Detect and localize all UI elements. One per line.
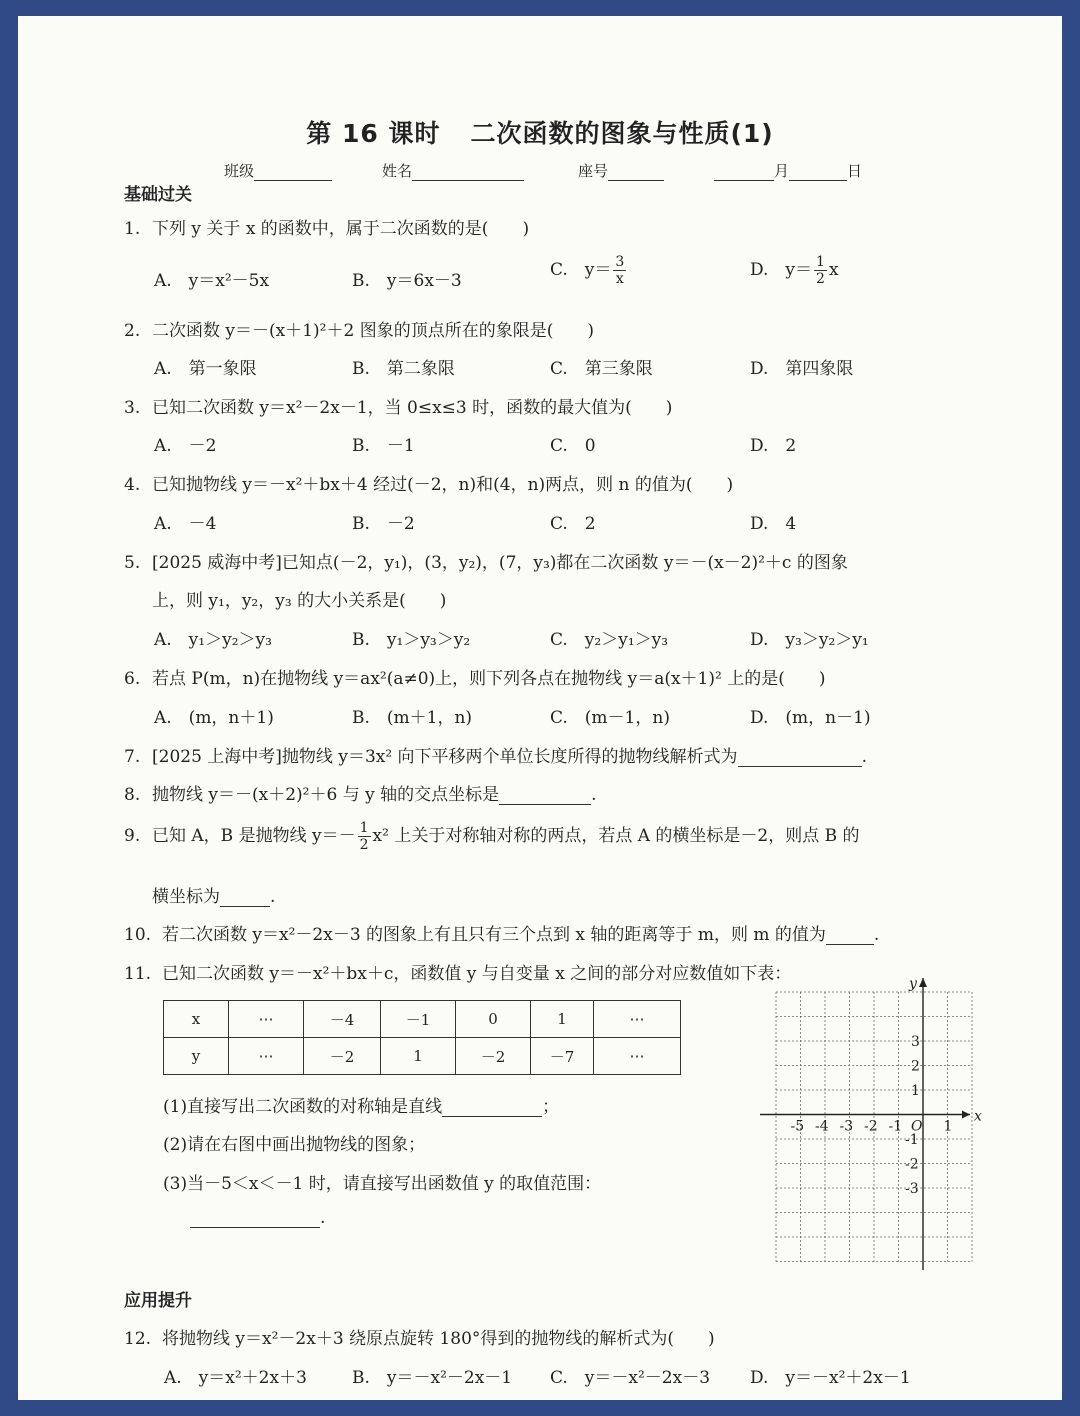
question-4: 4. 已知抛物线 y＝－x²＋bx＋4 经过(－2，n)和(4，n)两点，则 n 的值为( )	[124, 475, 734, 495]
q6-option-a[interactable]: A. (m，n＋1)	[154, 708, 274, 728]
q3-option-c[interactable]: C. 0	[550, 436, 596, 456]
question-11: 11. 已知二次函数 y＝－x²＋bx＋c，函数值 y 与自变量 x 之间的部分对应数值如下表：	[124, 964, 792, 984]
q5-option-a[interactable]: A. y₁＞y₂＞y₃	[154, 630, 272, 650]
table-cell: x	[164, 1001, 229, 1038]
question-1: 1. 下列 y 关于 x 的函数中，属于二次函数的是( )	[124, 219, 530, 239]
question-2: 2. 二次函数 y＝－(x＋1)²＋2 图象的顶点所在的象限是( )	[124, 321, 594, 341]
coordinate-grid[interactable]	[738, 974, 982, 1276]
q11-part-1: (1)直接写出二次函数的对称轴是直线 ；	[163, 1097, 560, 1117]
q2-option-b[interactable]: B. 第二象限	[352, 359, 455, 379]
q5-option-d[interactable]: D. y₃＞y₂＞y₁	[750, 630, 869, 650]
table-cell: 1	[531, 1001, 594, 1038]
q12-option-b[interactable]: B. y＝－x²－2x－1	[352, 1368, 513, 1388]
table-row-x	[164, 1001, 681, 1038]
y-tick-label: 1	[911, 1083, 920, 1099]
question-10: 10. 若二次函数 y＝x²－2x－3 的图象上有且只有三个点到 x 轴的距离等于 m，则 m 的值为 .	[124, 925, 880, 945]
table-cell: y	[164, 1038, 229, 1075]
q11-part3-answer: .	[190, 1208, 325, 1228]
q2-option-d[interactable]: D. 第四象限	[750, 359, 854, 379]
q11-part-3: (3)当－5＜x＜－1 时，请直接写出函数值 y 的取值范围：	[163, 1174, 602, 1194]
x-tick-label: 1	[943, 1118, 953, 1135]
table-cell: －2	[304, 1038, 381, 1075]
table-row-y	[164, 1038, 681, 1075]
section-basic: 基础过关	[124, 185, 192, 205]
table-cell: －4	[304, 1001, 381, 1038]
q7-answer-blank[interactable]	[738, 750, 862, 767]
x-tick-label: -4	[815, 1118, 829, 1135]
lesson-topic: 二次函数的图象与性质(1)	[470, 119, 774, 148]
class-field[interactable]: 班级	[224, 160, 332, 181]
question-3: 3. 已知二次函数 y＝x²－2x－1，当 0≤x≤3 时，函数的最大值为( )	[124, 398, 673, 418]
question-9-line2: 横坐标为 .	[152, 887, 276, 907]
q2-option-c[interactable]: C. 第三象限	[550, 359, 653, 379]
y-axis-arrow	[919, 978, 927, 987]
q4-option-b[interactable]: B. －2	[352, 514, 415, 534]
q5-option-c[interactable]: C. y₂＞y₁＞y₃	[550, 630, 669, 650]
q6-option-c[interactable]: C. (m－1，n)	[550, 708, 670, 728]
question-9: 9. 已知 A，B 是抛物线 y＝－ $\frac{1}{2}$ x² 上关于对称轴对称的两点，若点 A 的横坐标是－2，则点 B 的	[124, 820, 860, 853]
q11-part-2: (2)请在右图中画出抛物线的图象；	[163, 1135, 426, 1155]
q1-option-c[interactable]: C. y＝ $\frac{3}{x}$	[550, 254, 625, 287]
table-cell: ⋯	[594, 1001, 681, 1038]
section-advanced: 应用提升	[124, 1291, 192, 1311]
seat-field[interactable]: 座号	[578, 160, 664, 181]
q1-option-b[interactable]: B. y＝6x－3	[352, 271, 462, 291]
table-cell: －7	[531, 1038, 594, 1075]
q12-option-a[interactable]: A. y＝x²＋2x＋3	[164, 1368, 307, 1388]
q6-option-b[interactable]: B. (m＋1，n)	[352, 708, 473, 728]
q10-answer-blank[interactable]	[826, 928, 874, 945]
q3-option-d[interactable]: D. 2	[750, 436, 797, 456]
x-tick-label: -5	[790, 1118, 805, 1135]
x-axis-arrow	[962, 1111, 970, 1119]
q2-option-a[interactable]: A. 第一象限	[154, 359, 257, 379]
y-tick-label: -2	[905, 1156, 919, 1173]
q4-option-c[interactable]: C. 2	[550, 514, 596, 534]
x-tick-label: -3	[839, 1118, 854, 1135]
table-cell: 1	[381, 1038, 456, 1075]
q4-option-a[interactable]: A. －4	[154, 514, 217, 534]
question-8: 8. 抛物线 y＝－(x＋2)²＋6 与 y 轴的交点坐标是 .	[124, 785, 597, 805]
table-cell: ⋯	[229, 1038, 304, 1075]
question-12: 12. 将抛物线 y＝x²－2x＋3 绕原点旋转 180°得到的抛物线的解析式为( )	[124, 1329, 715, 1349]
y-tick-label: 3	[911, 1034, 920, 1050]
y-tick-label: -3	[905, 1181, 919, 1197]
table-cell: ⋯	[594, 1038, 681, 1075]
q6-option-d[interactable]: D. (m，n－1)	[750, 708, 871, 728]
name-field[interactable]: 姓名	[382, 160, 524, 181]
question-5-line2: 上，则 y₁，y₂，y₃ 的大小关系是( )	[152, 591, 447, 611]
table-cell: ⋯	[229, 1001, 304, 1038]
q3-option-a[interactable]: A. －2	[154, 436, 217, 456]
page-title	[18, 114, 1062, 150]
q11-part1-blank[interactable]	[442, 1100, 542, 1117]
q12-option-d[interactable]: D. y＝－x²＋2x－1	[750, 1368, 911, 1388]
q1-option-a[interactable]: A. y＝x²－5x	[154, 271, 270, 291]
y-axis-label: y	[909, 976, 917, 992]
question-7: 7. [2025 上海中考]抛物线 y＝3x² 向下平移两个单位长度所得的抛物线解析式为 .	[124, 747, 867, 767]
origin-label: O	[911, 1118, 923, 1135]
x-tick-label: -2	[864, 1118, 878, 1135]
table-cell: 0	[456, 1001, 531, 1038]
q11-part3-blank[interactable]	[190, 1211, 320, 1228]
x-axis-label: x	[974, 1108, 982, 1125]
q12-option-c[interactable]: C. y＝－x²－2x－3	[550, 1368, 711, 1388]
q4-option-d[interactable]: D. 4	[750, 514, 797, 534]
q3-option-b[interactable]: B. －1	[352, 436, 415, 456]
q5-option-b[interactable]: B. y₁＞y₃＞y₂	[352, 630, 471, 650]
y-tick-label: 2	[911, 1058, 920, 1075]
value-table	[163, 1000, 681, 1075]
x-tick-label: -1	[888, 1118, 903, 1135]
q9-answer-blank[interactable]	[220, 890, 270, 907]
question-5: 5. [2025 威海中考]已知点(－2，y₁)，(3，y₂)，(7，y₃)都在二次函数 y＝－(x－2)²＋c 的图象	[124, 553, 848, 573]
q8-answer-blank[interactable]	[499, 788, 591, 805]
table-cell: －1	[381, 1001, 456, 1038]
date-field[interactable]: 月 日	[714, 160, 862, 181]
lesson-number: 第 16 课时	[306, 119, 441, 148]
q1-option-d[interactable]: D. y＝ $\frac{1}{2}$ x	[750, 254, 839, 287]
worksheet-page	[18, 16, 1062, 1400]
question-6: 6. 若点 P(m，n)在抛物线 y＝ax²(a≠0)上，则下列各点在抛物线 y＝a(x＋1)² 上的是( )	[124, 669, 826, 689]
table-cell: －2	[456, 1038, 531, 1075]
y-tick-label: -1	[905, 1132, 919, 1148]
